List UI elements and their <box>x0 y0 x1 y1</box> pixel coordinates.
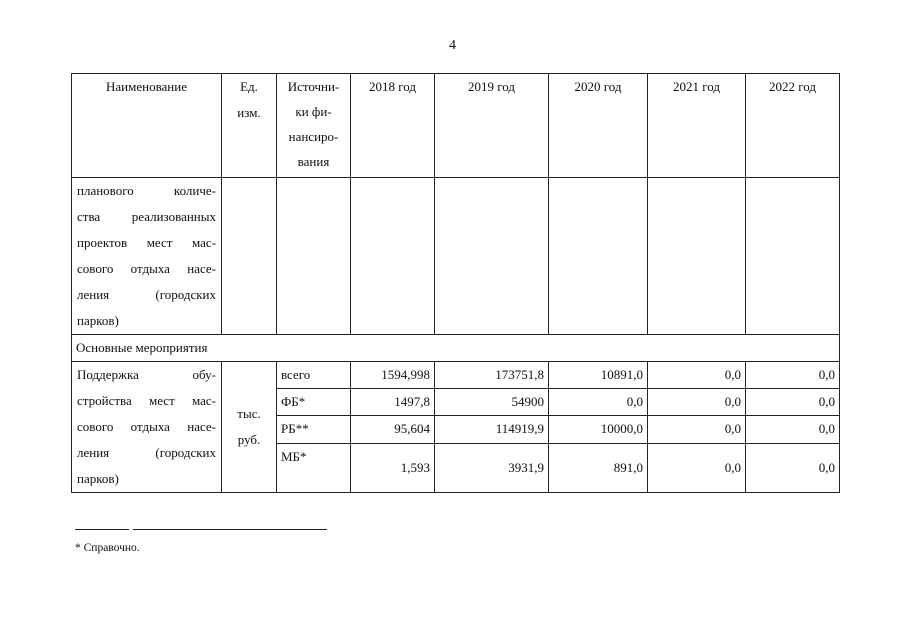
value-cell: 0,0 <box>746 362 840 389</box>
value-cell: 0,0 <box>746 443 840 492</box>
header-unit-line: изм. <box>237 105 261 120</box>
activity-name-cell <box>72 362 222 493</box>
header-year-2018: 2018 год <box>351 74 435 178</box>
source-label: МБ* <box>277 443 351 492</box>
empty-cell <box>222 178 277 335</box>
indicator-line: парков) <box>77 313 119 328</box>
footnote: * Справочно. <box>75 542 140 554</box>
header-source-line: ки фи- <box>295 104 332 119</box>
footnote-separator-short <box>75 529 129 530</box>
empty-cell <box>746 178 840 335</box>
value-cell: 0,0 <box>648 362 746 389</box>
header-source-line: Источни- <box>287 79 340 94</box>
activity-line: стройства мест мас- <box>77 393 216 408</box>
header-year-2020: 2020 год <box>549 74 648 178</box>
activity-line: парков) <box>77 471 119 486</box>
header-source-line: вания <box>297 154 330 169</box>
value-cell: 0,0 <box>549 389 648 416</box>
value-cell: 10891,0 <box>549 362 648 389</box>
value-cell: 95,604 <box>351 416 435 443</box>
indicator-line: проектов мест мас- <box>77 235 216 250</box>
value-cell: 0,0 <box>648 416 746 443</box>
unit-line: тыс. <box>237 406 261 421</box>
header-unit <box>222 74 277 178</box>
empty-cell <box>549 178 648 335</box>
indicator-line: ления (городских <box>77 287 216 302</box>
table-header-row <box>72 74 840 178</box>
indicator-line: ства реализованных <box>77 209 216 224</box>
empty-cell <box>648 178 746 335</box>
value-cell: 173751,8 <box>435 362 549 389</box>
source-label: всего <box>277 362 351 389</box>
section-title: Основные мероприятия <box>72 335 840 362</box>
value-cell: 54900 <box>435 389 549 416</box>
empty-cell <box>277 178 351 335</box>
page-number: 4 <box>449 38 456 53</box>
value-cell: 0,0 <box>746 389 840 416</box>
indicator-name-cell <box>72 178 222 335</box>
value-cell: 1497,8 <box>351 389 435 416</box>
empty-cell <box>435 178 549 335</box>
header-name: Наименование <box>72 74 222 178</box>
header-year-2019: 2019 год <box>435 74 549 178</box>
unit-line: руб. <box>237 432 261 447</box>
activity-line: ления (городских <box>77 445 216 460</box>
section-row <box>72 335 840 362</box>
indicator-line: сового отдыха насе- <box>77 261 216 276</box>
value-cell: 1594,998 <box>351 362 435 389</box>
header-source <box>277 74 351 178</box>
value-cell: 891,0 <box>549 443 648 492</box>
activity-line: Поддержка обу- <box>77 367 216 382</box>
activity-line: сового отдыха насе- <box>77 419 216 434</box>
empty-cell <box>351 178 435 335</box>
value-cell: 0,0 <box>746 416 840 443</box>
table-row-total <box>72 362 840 389</box>
header-source-line: нансиро- <box>288 129 339 144</box>
financing-table <box>71 73 840 493</box>
footnote-separator-long <box>133 529 327 530</box>
activity-unit-cell <box>222 362 277 493</box>
header-year-2022: 2022 год <box>746 74 840 178</box>
value-cell: 0,0 <box>648 443 746 492</box>
value-cell: 10000,0 <box>549 416 648 443</box>
source-label: ФБ* <box>277 389 351 416</box>
value-cell: 0,0 <box>648 389 746 416</box>
value-cell: 1,593 <box>351 443 435 492</box>
indicator-line: планового количе- <box>77 183 216 198</box>
source-label: РБ** <box>277 416 351 443</box>
header-unit-line: Ед. <box>240 79 258 94</box>
value-cell: 3931,9 <box>435 443 549 492</box>
table-row-indicator <box>72 178 840 335</box>
header-year-2021: 2021 год <box>648 74 746 178</box>
value-cell: 114919,9 <box>435 416 549 443</box>
